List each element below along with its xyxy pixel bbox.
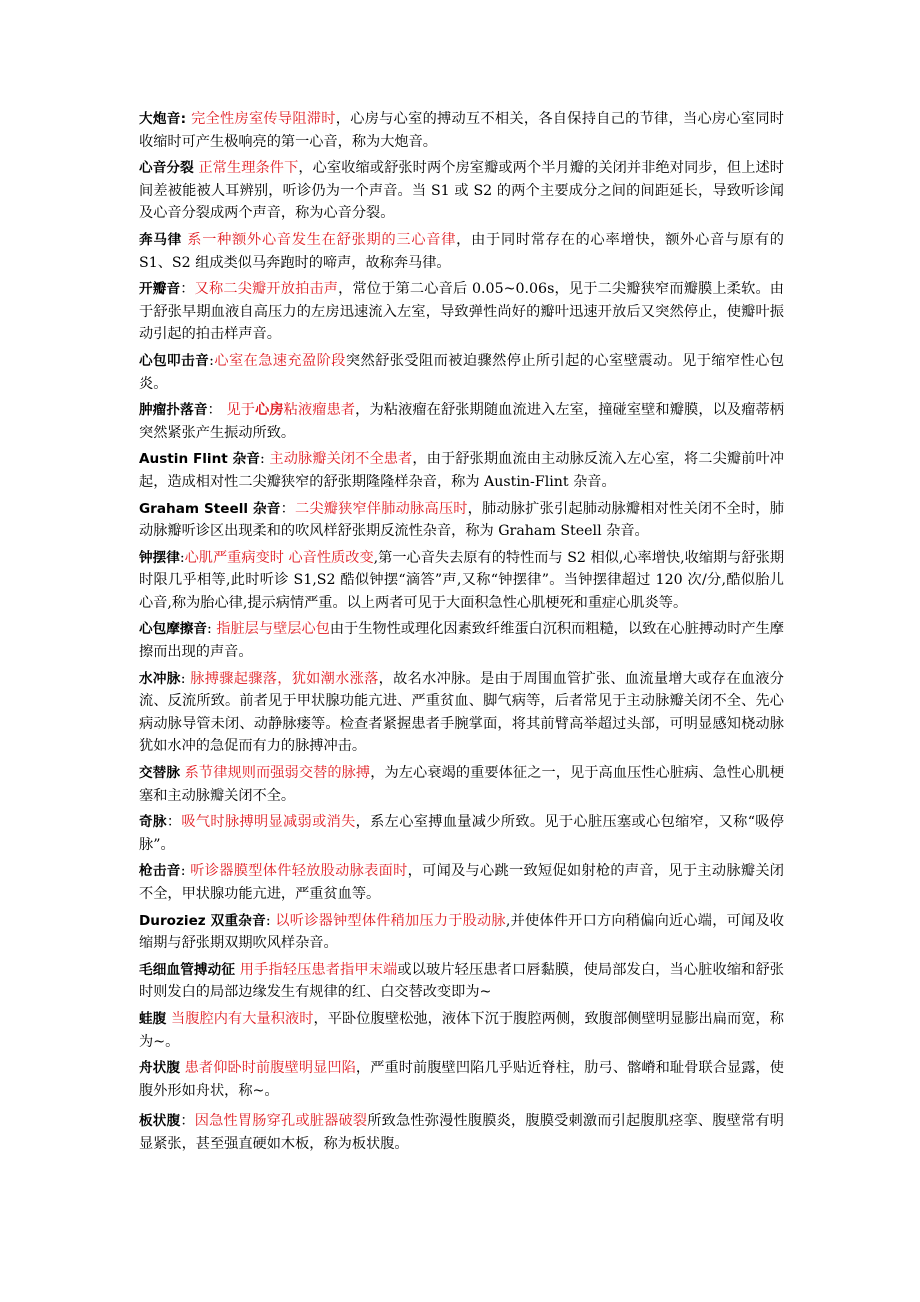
entry-term: 舟状腹 — [139, 1060, 181, 1077]
entry-text: 突然舒张受阻而被迫骤然停止所引起的心室壁震动。见于缩窄性心包炎。 — [139, 352, 784, 392]
entry-text: : — [265, 912, 276, 929]
entry-board-like-abdomen — [139, 1110, 784, 1155]
entry-text: ： — [166, 814, 182, 831]
entry-graham-steell-murmur — [139, 498, 784, 543]
entry-cannon-sound — [139, 108, 784, 153]
entry-term: 蛙腹 — [139, 1010, 167, 1027]
entry-highlight: 用手指轻压患者指甲末端 — [239, 961, 398, 978]
entry-text: 由于生物性或理化因素致纤维蛋白沉积而粗糙，以致在心脏搏动时产生摩擦而出现的声音。 — [139, 621, 784, 661]
entry-highlight: 心肌严重病变时 心音性质改变 — [184, 549, 374, 566]
entry-tumor-plop — [139, 399, 784, 444]
entry-highlight: 系一种额外心音发生在舒张期的三心音律 — [187, 231, 457, 248]
entry-text: ，平卧位腹壁松弛，液体下沉于腹腔两侧，致腹部侧壁明显膨出扁而宽，称为~。 — [139, 1010, 784, 1050]
entry-scaphoid-abdomen — [139, 1057, 784, 1102]
entry-term: 心音分裂 — [139, 160, 194, 177]
entry-pendulum-rhythm — [139, 547, 784, 615]
entry-highlight: 见于 — [226, 402, 256, 419]
entry-term: 肿瘤扑落音 — [139, 402, 208, 419]
entry-text: ： — [280, 500, 295, 517]
entry-term: 水冲脉 — [139, 670, 181, 687]
entry-water-hammer-pulse — [139, 668, 784, 758]
entry-highlight: 患者仰卧时前腹壁明显凹陷 — [184, 1060, 356, 1077]
entry-text: ： — [207, 402, 227, 419]
entry-text: : — [209, 352, 214, 369]
entry-text: ，心室收缩或舒张时两个房室瓣或两个半月瓣的关闭并非绝对同步，但上述时间差被能被人耳辨别，听诊仍为一个声音。当 S1 或 S2 的两个主要成分之间的间距延长，导致听诊闻及心音分裂成两个声音，称为心音分裂。 — [139, 160, 784, 222]
entry-highlight: 因急性胃肠穿孔或脏器破裂 — [194, 1113, 368, 1130]
entry-term: Graham Steell 杂音 — [139, 500, 281, 517]
entry-text: ，故名水冲脉。是由于周围血管扩张、血流量增大或存在血液分流、反流所致。前者见于甲状腺功能亢进、严重贫血、脚气病等，后者常见于主动脉瓣关闭不全、先心病动脉导管未闭、动静脉瘘等。检查者紧握患者手腕掌面，将其前臂高举超过头部，可明显感知桡动脉犹如水冲的急促而有力的脉搏冲击。 — [139, 670, 784, 755]
entry-term: 板状腹 — [139, 1113, 181, 1130]
entry-text: ,并使体件开口方向稍偏向近心端，可闻及收缩期与舒张期双期吹风样杂音。 — [139, 912, 784, 952]
entry-pericardial-knock — [139, 350, 784, 395]
entry-term: 心包叩击音 — [139, 352, 210, 369]
entry-text: ，心房与心室的搏动互不相关，各自保持自己的节律，当心房心室同时收缩时可产生极响亮的第一心音，称为大炮音。 — [139, 111, 784, 150]
entry-gallop-rhythm — [139, 229, 784, 274]
entry-term: 开瓣音 — [139, 281, 181, 298]
entry-heart-sound-splitting — [139, 157, 784, 225]
entry-term: 奔马律 — [139, 231, 183, 248]
entry-text: ，为粘液瘤在舒张期随血流进入左室，撞碰室壁和瓣膜，以及瘤蒂柄突然紧张产生振动所致。 — [139, 402, 784, 441]
entry-highlight: 脉搏骤起骤落，犹如潮水涨落 — [190, 670, 379, 687]
entry-term: Duroziez 双重杂音 — [139, 912, 266, 929]
entry-austin-flint-murmur — [139, 448, 784, 493]
entry-text: : — [180, 863, 191, 880]
entry-text: ,第一心音失去原有的特性而与 S2 相似,心率增快,收缩期与舒张期时限几乎相等,此时听诊 S1,S2 酷似钟摆“滴答”声,又称“钟摆律”。当钟摆律超过 120 次/分,酷似胎儿心音,称为胎心律,提示病情严重。以上两者可见于大面积急性心肌梗死和重症心肌炎等。 — [139, 549, 785, 611]
entry-text: : — [180, 670, 191, 687]
entry-opening-snap — [139, 278, 784, 346]
entry-highlight: 粘液瘤患者 — [283, 402, 356, 419]
entry-term: Austin Flint 杂音 — [139, 451, 260, 468]
entry-highlight: 指脏层与壁层心包 — [216, 621, 330, 638]
entry-pericardial-friction-rub — [139, 618, 784, 663]
entry-highlight: 主动脉瓣关闭不全患者 — [269, 451, 413, 468]
entry-highlight: 以听诊器钟型体件稍加压力于股动脉 — [275, 912, 506, 929]
entry-term: 大炮音 — [139, 111, 181, 127]
entry-highlight: 心室在急速充盈阶段 — [213, 352, 346, 369]
entry-pulsus-alternans — [139, 762, 784, 807]
entry-highlight: 完全性房室传导阻滞时 — [191, 111, 336, 127]
entry-highlight: 当腹腔内有大量积液时 — [170, 1010, 314, 1027]
entry-term: 枪击音 — [139, 863, 181, 880]
entry-text: 所致急性弥漫性腹膜炎，腹膜受刺激而引起腹肌痉挛、腹壁常有明显紧张，甚至强直硬如木板，称为板状腹。 — [139, 1113, 784, 1152]
entry-highlight: 又称二尖瓣开放拍击声 — [194, 281, 339, 298]
entry-highlight-bold: 心房 — [255, 402, 284, 419]
entry-text: ，由于舒张期血流由主动脉反流入左心室，将二尖瓣前叶冲起，造成相对性二尖瓣狭窄的舒张期隆隆样杂音，称为 Austin-Flint 杂音。 — [139, 451, 784, 490]
entry-term: 钟摆律 — [139, 549, 180, 566]
entry-highlight: 正常生理条件下 — [198, 160, 299, 177]
entry-capillary-pulsation — [139, 959, 784, 1004]
entry-term: 毛细血管搏动征 — [139, 961, 236, 978]
entry-text: : — [260, 451, 270, 468]
entry-text: ，常位于第二心音后 0.05~0.06s，见于二尖瓣狭窄而瓣膜上柔软。由于舒张早期血液自高压力的左房迅速流入左室，导致弹性尚好的瓣叶迅速开放后又突然停止，使瓣叶振动引起的拍击样声音。 — [139, 281, 784, 343]
entry-term: 奇脉 — [139, 814, 167, 831]
entry-highlight: 吸气时脉搏明显减弱或消失 — [181, 814, 356, 831]
entry-highlight: 二尖瓣狭窄伴肺动脉高压时 — [294, 500, 468, 517]
entry-duroziez-murmur — [139, 910, 784, 955]
entry-text: ，由于同时常存在的心率增快，额外心音与原有的 S1、S2 组成类似马奔跑时的啼声，故称奔马律。 — [139, 231, 784, 271]
entry-text: ： — [180, 281, 195, 298]
entry-term: 交替脉 — [139, 765, 181, 782]
entry-term: : — [180, 111, 192, 127]
entry-text: ，可闻及与心跳一致短促如射枪的声音，见于主动脉瓣关闭不全，甲状腺功能亢进，严重贫血等。 — [139, 863, 784, 902]
entry-text: ： — [180, 1113, 195, 1130]
entry-term: 心包摩擦音 — [139, 621, 207, 638]
entry-frog-belly — [139, 1008, 784, 1053]
entry-text: : — [207, 621, 217, 638]
entry-highlight: 听诊器膜型体件轻放股动脉表面时 — [190, 863, 408, 880]
entry-text: ，为左心衰竭的重要体征之一，见于高血压性心脏病、急性心肌梗塞和主动脉瓣关闭不全。 — [139, 765, 785, 804]
entry-text: ，严重时前腹壁凹陷几乎贴近脊柱，肋弓、髂嵴和耻骨联合显露，使腹外形如舟状，称~。 — [139, 1060, 784, 1099]
entry-highlight: 系节律规则而强弱交替的脉搏 — [184, 765, 371, 782]
document-page — [139, 108, 784, 1160]
entry-text: ，肺动脉扩张引起肺动脉瓣相对性关闭不全时，肺动脉瓣听诊区出现柔和的吹风样舒张期反流性杂音，称为 Graham Steell 杂音。 — [139, 500, 784, 540]
entry-text: 或以玻片轻压患者口唇黏膜，使局部发白，当心脏收缩和舒张时则发白的局部边缘发生有规律的红、白交替改变即为~ — [139, 961, 784, 1001]
entry-pistol-shot-sound — [139, 860, 784, 905]
entry-text: : — [179, 549, 185, 566]
entry-text: ，系左心室搏血量减少所致。见于心脏压塞或心包缩窄，又称“吸停脉”。 — [139, 814, 784, 853]
entry-pulsus-paradoxus — [139, 811, 784, 856]
